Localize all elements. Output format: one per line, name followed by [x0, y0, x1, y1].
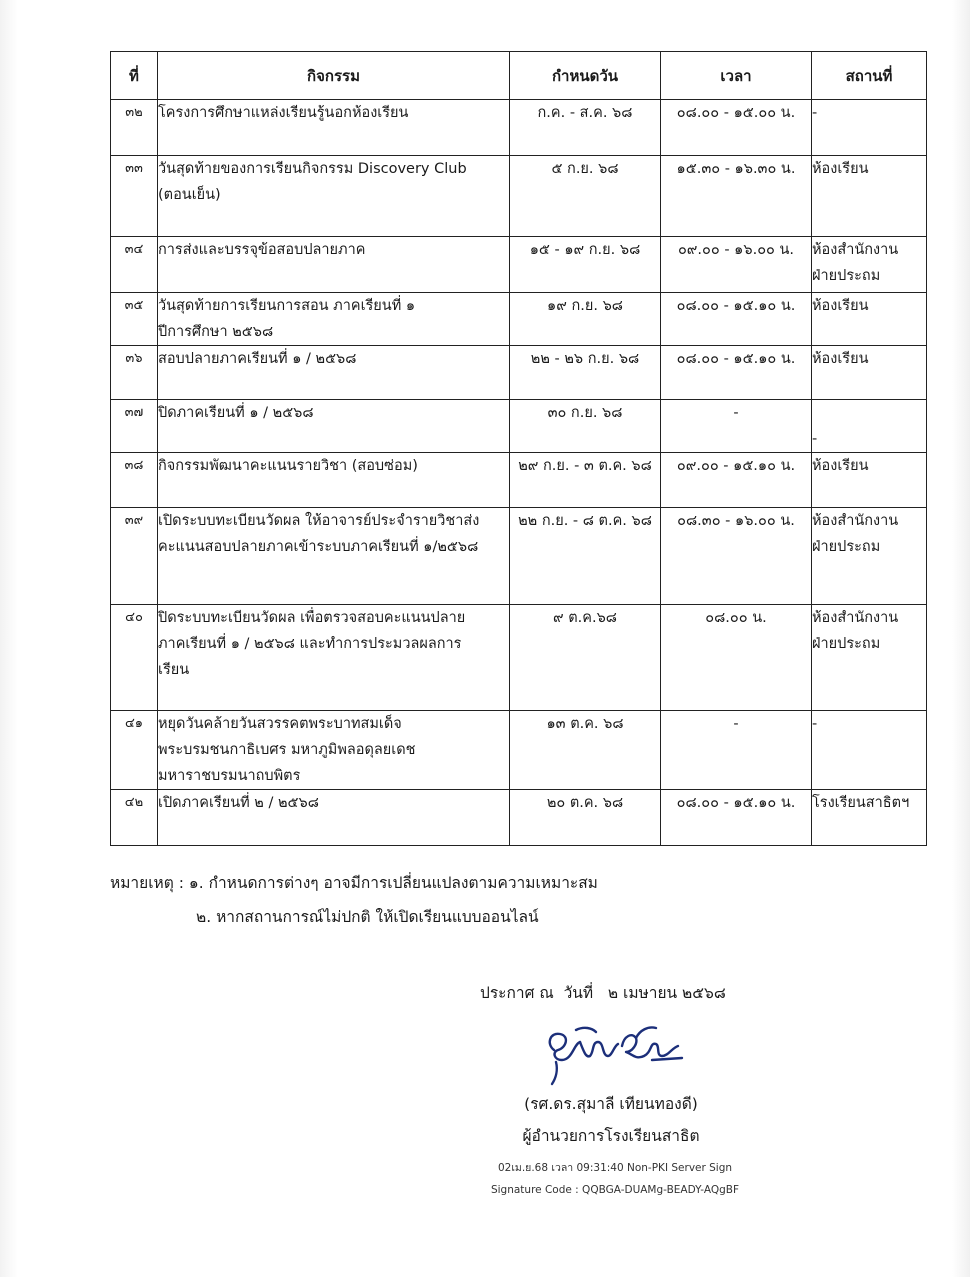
cell-number: ๔๑: [111, 711, 158, 790]
place-line: -: [812, 716, 818, 732]
cell-number: ๓๕: [111, 293, 158, 346]
activity-line: กิจกรรมพัฒนาคะแนนรายวิชา (สอบซ่อม): [158, 458, 418, 474]
cell-place: [812, 605, 927, 711]
cell-place: [812, 293, 927, 346]
announcement-date: ประกาศ ณ วันที่ ๒ เมษายน ๒๕๖๘: [480, 984, 726, 1002]
cell-number: ๓๘: [111, 453, 158, 508]
cell-place: [812, 453, 927, 508]
cell-date: ๑๕ - ๑๙ ก.ย. ๖๘: [510, 237, 661, 293]
place-line: โรงเรียนสาธิตฯ: [812, 795, 910, 811]
table-row: [111, 508, 927, 605]
table-header-row: [111, 52, 927, 100]
cell-activity: [158, 605, 510, 711]
table-row: [111, 346, 927, 400]
activity-line: หยุดวันคล้ายวันสวรรคตพระบาทสมเด็จ: [158, 716, 402, 732]
signer-position: ผู้อำนวยการโรงเรียนสาธิต: [522, 1127, 700, 1145]
cell-time: ๑๕.๓๐ - ๑๖.๓๐ น.: [661, 156, 812, 237]
cell-activity: [158, 293, 510, 346]
cell-activity: [158, 453, 510, 508]
activity-line: ภาคเรียนที่ ๑ / ๒๕๖๘ และทำการประมวลผลการ: [158, 636, 462, 652]
cell-date: ๒๒ - ๒๖ ก.ย. ๖๘: [510, 346, 661, 400]
notes: [110, 866, 598, 934]
table-row: [111, 237, 927, 293]
signer-name: (รศ.ดร.สุมาลี เทียนทองดี): [524, 1095, 698, 1113]
cell-date: ๑๓ ต.ค. ๖๘: [510, 711, 661, 790]
header-no: ที่: [111, 52, 158, 100]
place-line: ห้องเรียน: [812, 351, 869, 367]
cell-activity: [158, 790, 510, 846]
place-line: ฝ่ายประถม: [812, 268, 881, 284]
cell-number: ๔๒: [111, 790, 158, 846]
cell-date: ก.ค. - ส.ค. ๖๘: [510, 100, 661, 156]
cell-place: [812, 100, 927, 156]
cell-date: ๙ ต.ค.๖๘: [510, 605, 661, 711]
cell-place: [812, 237, 927, 293]
place-line: ฝ่ายประถม: [812, 636, 881, 652]
activity-line: (ตอนเย็น): [158, 187, 221, 203]
cell-place: [812, 400, 927, 453]
cell-activity: [158, 156, 510, 237]
place-line: -: [812, 105, 818, 121]
table-row: [111, 790, 927, 846]
note-line-1: หมายเหตุ : ๑. กำหนดการต่างๆ อาจมีการเปลี่ยนแปลงตามความเหมาะสม: [110, 874, 598, 892]
activity-line: วันสุดท้ายของการเรียนกิจกรรม Discovery Club: [158, 161, 467, 177]
activity-line: เรียน: [158, 662, 190, 678]
cell-number: ๓๖: [111, 346, 158, 400]
cell-date: ๒๙ ก.ย. - ๓ ต.ค. ๖๘: [510, 453, 661, 508]
cell-time: -: [661, 400, 812, 453]
cell-time: ๐๘.๐๐ - ๑๕.๐๐ น.: [661, 100, 812, 156]
place-line: ห้องสำนักงาน: [812, 610, 899, 626]
cell-number: ๓๙: [111, 508, 158, 605]
table-row: [111, 453, 927, 508]
activity-line: โครงการศึกษาแหล่งเรียนรู้นอกห้องเรียน: [158, 105, 409, 121]
table-row: [111, 156, 927, 237]
header-date: กำหนดวัน: [510, 52, 661, 100]
cell-place: [812, 711, 927, 790]
cell-place: [812, 790, 927, 846]
place-line: ห้องสำนักงาน: [812, 242, 899, 258]
cell-time: ๐๙.๐๐ - ๑๖.๐๐ น.: [661, 237, 812, 293]
header-activity: กิจกรรม: [158, 52, 510, 100]
cell-activity: [158, 711, 510, 790]
electronic-signature-info: [484, 1157, 746, 1201]
cell-time: ๐๘.๐๐ - ๑๕.๑๐ น.: [661, 790, 812, 846]
activity-line: เปิดภาคเรียนที่ ๒ / ๒๕๖๘: [158, 795, 319, 811]
schedule-table: [110, 51, 927, 846]
cell-activity: [158, 237, 510, 293]
table-row: [111, 605, 927, 711]
place-line: -: [812, 431, 818, 447]
activity-line: มหาราชบรมนาถบพิตร: [158, 768, 301, 784]
cell-number: ๓๓: [111, 156, 158, 237]
place-line: ฝ่ายประถม: [812, 539, 881, 555]
cell-time: -: [661, 711, 812, 790]
handwritten-signature: [540, 1016, 690, 1088]
place-line: ห้องสำนักงาน: [812, 513, 899, 529]
place-line: [812, 400, 926, 426]
place-line: ห้องเรียน: [812, 458, 869, 474]
cell-number: ๓๒: [111, 100, 158, 156]
cell-date: ๕ ก.ย. ๖๘: [510, 156, 661, 237]
activity-line: ปิดภาคเรียนที่ ๑ / ๒๕๖๘: [158, 405, 314, 421]
signer-block: [505, 1088, 717, 1152]
activity-line: ปีการศึกษา ๒๕๖๘: [158, 324, 274, 340]
activity-line: การส่งและบรรจุข้อสอบปลายภาค: [158, 242, 366, 258]
activity-line: พระบรมชนกาธิเบศร มหาภูมิพลอดุลยเดช: [158, 742, 416, 758]
cell-time: ๐๘.๐๐ - ๑๕.๑๐ น.: [661, 293, 812, 346]
cell-date: ๓๐ ก.ย. ๖๘: [510, 400, 661, 453]
cell-place: [812, 508, 927, 605]
cell-number: ๔๐: [111, 605, 158, 711]
cell-number: ๓๔: [111, 237, 158, 293]
cell-place: [812, 346, 927, 400]
table-row: [111, 293, 927, 346]
cell-date: ๒๐ ต.ค. ๖๘: [510, 790, 661, 846]
activity-line: เปิดระบบทะเบียนวัดผล ให้อาจารย์ประจำรายวิชาส่ง: [158, 513, 480, 529]
esign-code: Signature Code : QQBGA-DUAMg-BEADY-AQgBF: [490, 1184, 740, 1196]
activity-line: สอบปลายภาคเรียนที่ ๑ / ๒๕๖๘: [158, 351, 357, 367]
table-row: [111, 400, 927, 453]
note-line-2: ๒. หากสถานการณ์ไม่ปกติ ให้เปิดเรียนแบบออนไลน์: [196, 908, 539, 926]
header-time: เวลา: [661, 52, 812, 100]
cell-place: [812, 156, 927, 237]
cell-time: ๐๘.๓๐ - ๑๖.๐๐ น.: [661, 508, 812, 605]
cell-time: ๐๙.๐๐ - ๑๕.๑๐ น.: [661, 453, 812, 508]
cell-number: ๓๗: [111, 400, 158, 453]
cell-activity: [158, 100, 510, 156]
cell-activity: [158, 400, 510, 453]
esign-timestamp: 02เม.ย.68 เวลา 09:31:40 Non-PKI Server Sign: [497, 1162, 733, 1174]
cell-activity: [158, 508, 510, 605]
cell-activity: [158, 346, 510, 400]
cell-time: ๐๘.๐๐ - ๑๕.๑๐ น.: [661, 346, 812, 400]
cell-date: ๒๒ ก.ย. - ๘ ต.ค. ๖๘: [510, 508, 661, 605]
activity-line: วันสุดท้ายการเรียนการสอน ภาคเรียนที่ ๑: [158, 298, 416, 314]
header-place: สถานที่: [812, 52, 927, 100]
table-row: [111, 711, 927, 790]
cell-date: ๑๙ ก.ย. ๖๘: [510, 293, 661, 346]
place-line: ห้องเรียน: [812, 298, 869, 314]
cell-time: ๐๘.๐๐ น.: [661, 605, 812, 711]
activity-line: ปิดระบบทะเบียนวัดผล เพื่อตรวจสอบคะแนนปลาย: [158, 610, 466, 626]
place-line: ห้องเรียน: [812, 161, 869, 177]
table-row: [111, 100, 927, 156]
activity-line: คะแนนสอบปลายภาคเข้าระบบภาคเรียนที่ ๑/๒๕๖๘: [158, 539, 479, 555]
schedule-body: [111, 100, 927, 846]
